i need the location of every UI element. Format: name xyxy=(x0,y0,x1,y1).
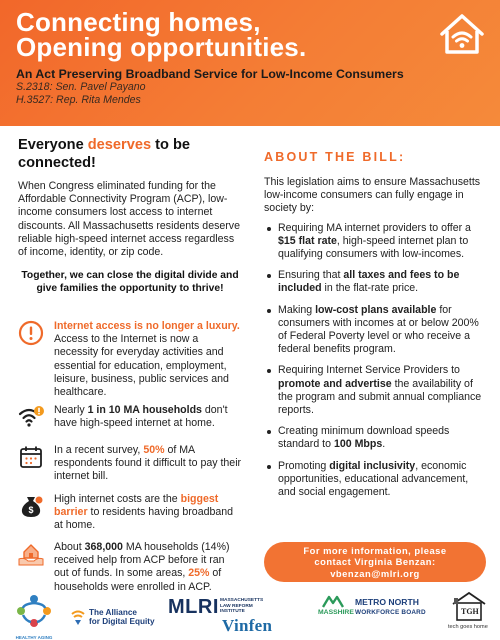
list-item: Ensuring that all taxes and fees to be included in the flat-rate price. xyxy=(264,269,488,295)
list-item: Requiring Internet Service Providers to promote and advertise the availability of the program and submit annual compliance reports. xyxy=(264,364,488,417)
header-banner xyxy=(0,0,500,126)
contact-line-1: For more information, please xyxy=(303,545,447,556)
fact-acp-enrollment: About 368,000 MA households (14%) received help from ACP before it ran out of funds. In some areas, 25% of households were enrolled in ACP. xyxy=(18,541,242,594)
alliance-digital-equity-logo: The Alliance for Digital Equity xyxy=(70,606,162,630)
list-item: Requiring MA internet providers to offer a $15 flat rate, high-speed internet plan to qualifying consumers with low-incomes. xyxy=(264,222,488,262)
title-line-2: Opening opportunities. xyxy=(16,32,307,62)
together-statement: Together, we can close the digital divide and give families the opportunity to thrive! xyxy=(21,270,239,295)
intro-paragraph: When Congress eliminated funding for the Affordable Connectivity Program (ACP), low-income consumers lost access to internet discounts. All Massachusetts residents deserve reliable high-speed internet access regardless of income, identity, or zip code. xyxy=(18,180,240,259)
alliance-mark-icon xyxy=(70,608,86,626)
fact-households-without: Nearly 1 in 10 MA households don't have high-speed internet at home. xyxy=(18,404,242,430)
about-title: ABOUT THE BILL: xyxy=(264,150,406,164)
house-wifi-icon xyxy=(438,10,486,58)
fact-survey: In a recent survey, 50% of MA respondents found it difficult to pay their internet bill. xyxy=(18,444,242,484)
about-intro: This legislation aims to ensure Massachusetts low-income consumers can fully engage in society by: xyxy=(264,176,481,215)
healthy-aging-mark-icon xyxy=(14,592,54,630)
list-item: Making low-cost plans available for consumers with incomes at or below 200% of Federal Poverty level or who receive a federal benefits program. xyxy=(264,304,488,357)
mlri-logo: MLRI MASSACHUSETTS LAW REFORM INSTITUTE xyxy=(168,596,264,618)
contact-info-pill xyxy=(264,542,486,582)
contact-email-link[interactable]: vbenzan@mlri.org xyxy=(330,567,420,579)
masshire-metro-north-logo: MASSHIRE METRO NORTH WORKFORCE BOARD xyxy=(318,594,428,624)
title-line-1: Connecting homes, xyxy=(16,7,261,37)
left-headline: Everyone deserves to be connected! xyxy=(18,137,190,171)
calendar-icon xyxy=(18,444,44,470)
tech-goes-home-logo: TGH tech goes home xyxy=(444,590,494,638)
bill-provisions-list xyxy=(264,222,488,500)
money-bag-icon xyxy=(18,493,44,519)
list-item: Creating minimum download speeds standard to 100 Mbps. xyxy=(264,425,488,451)
house-bill-ref: H.3527: Rep. Rita Mendes xyxy=(16,94,141,106)
list-item: Promoting digital inclusivity, economic opportunities, educational advancement, and social engagement. xyxy=(264,460,488,500)
left-column xyxy=(18,136,242,593)
healthy-aging-logo: HEALTHY AGING xyxy=(14,592,54,640)
senate-bill-ref: S.2318: Sen. Pavel Payano xyxy=(16,81,146,93)
exclamation-circle-icon xyxy=(18,320,44,346)
fact-luxury: Internet access is no longer a luxury. Access to the Internet is now a necessity for everyday activities and essential for education, employment, leisure, business, public services and healthcare. xyxy=(18,320,242,399)
vinfen-logo: Vinfen xyxy=(222,616,273,635)
bill-subtitle: An Act Preserving Broadband Service for Low-Income Consumers xyxy=(16,67,404,81)
house-hands-icon xyxy=(18,541,44,567)
fact-cost-barrier: $ High internet costs are the biggest barrier to residents having broadband at home. xyxy=(18,493,242,533)
svg-text:$: $ xyxy=(28,505,34,515)
right-column xyxy=(264,150,488,507)
masshire-mark-icon xyxy=(322,594,344,608)
tgh-house-icon xyxy=(450,590,488,622)
partner-logos xyxy=(0,588,500,640)
contact-line-2: contact Virginia Benzan: xyxy=(314,556,436,568)
wifi-alert-icon xyxy=(18,404,44,430)
